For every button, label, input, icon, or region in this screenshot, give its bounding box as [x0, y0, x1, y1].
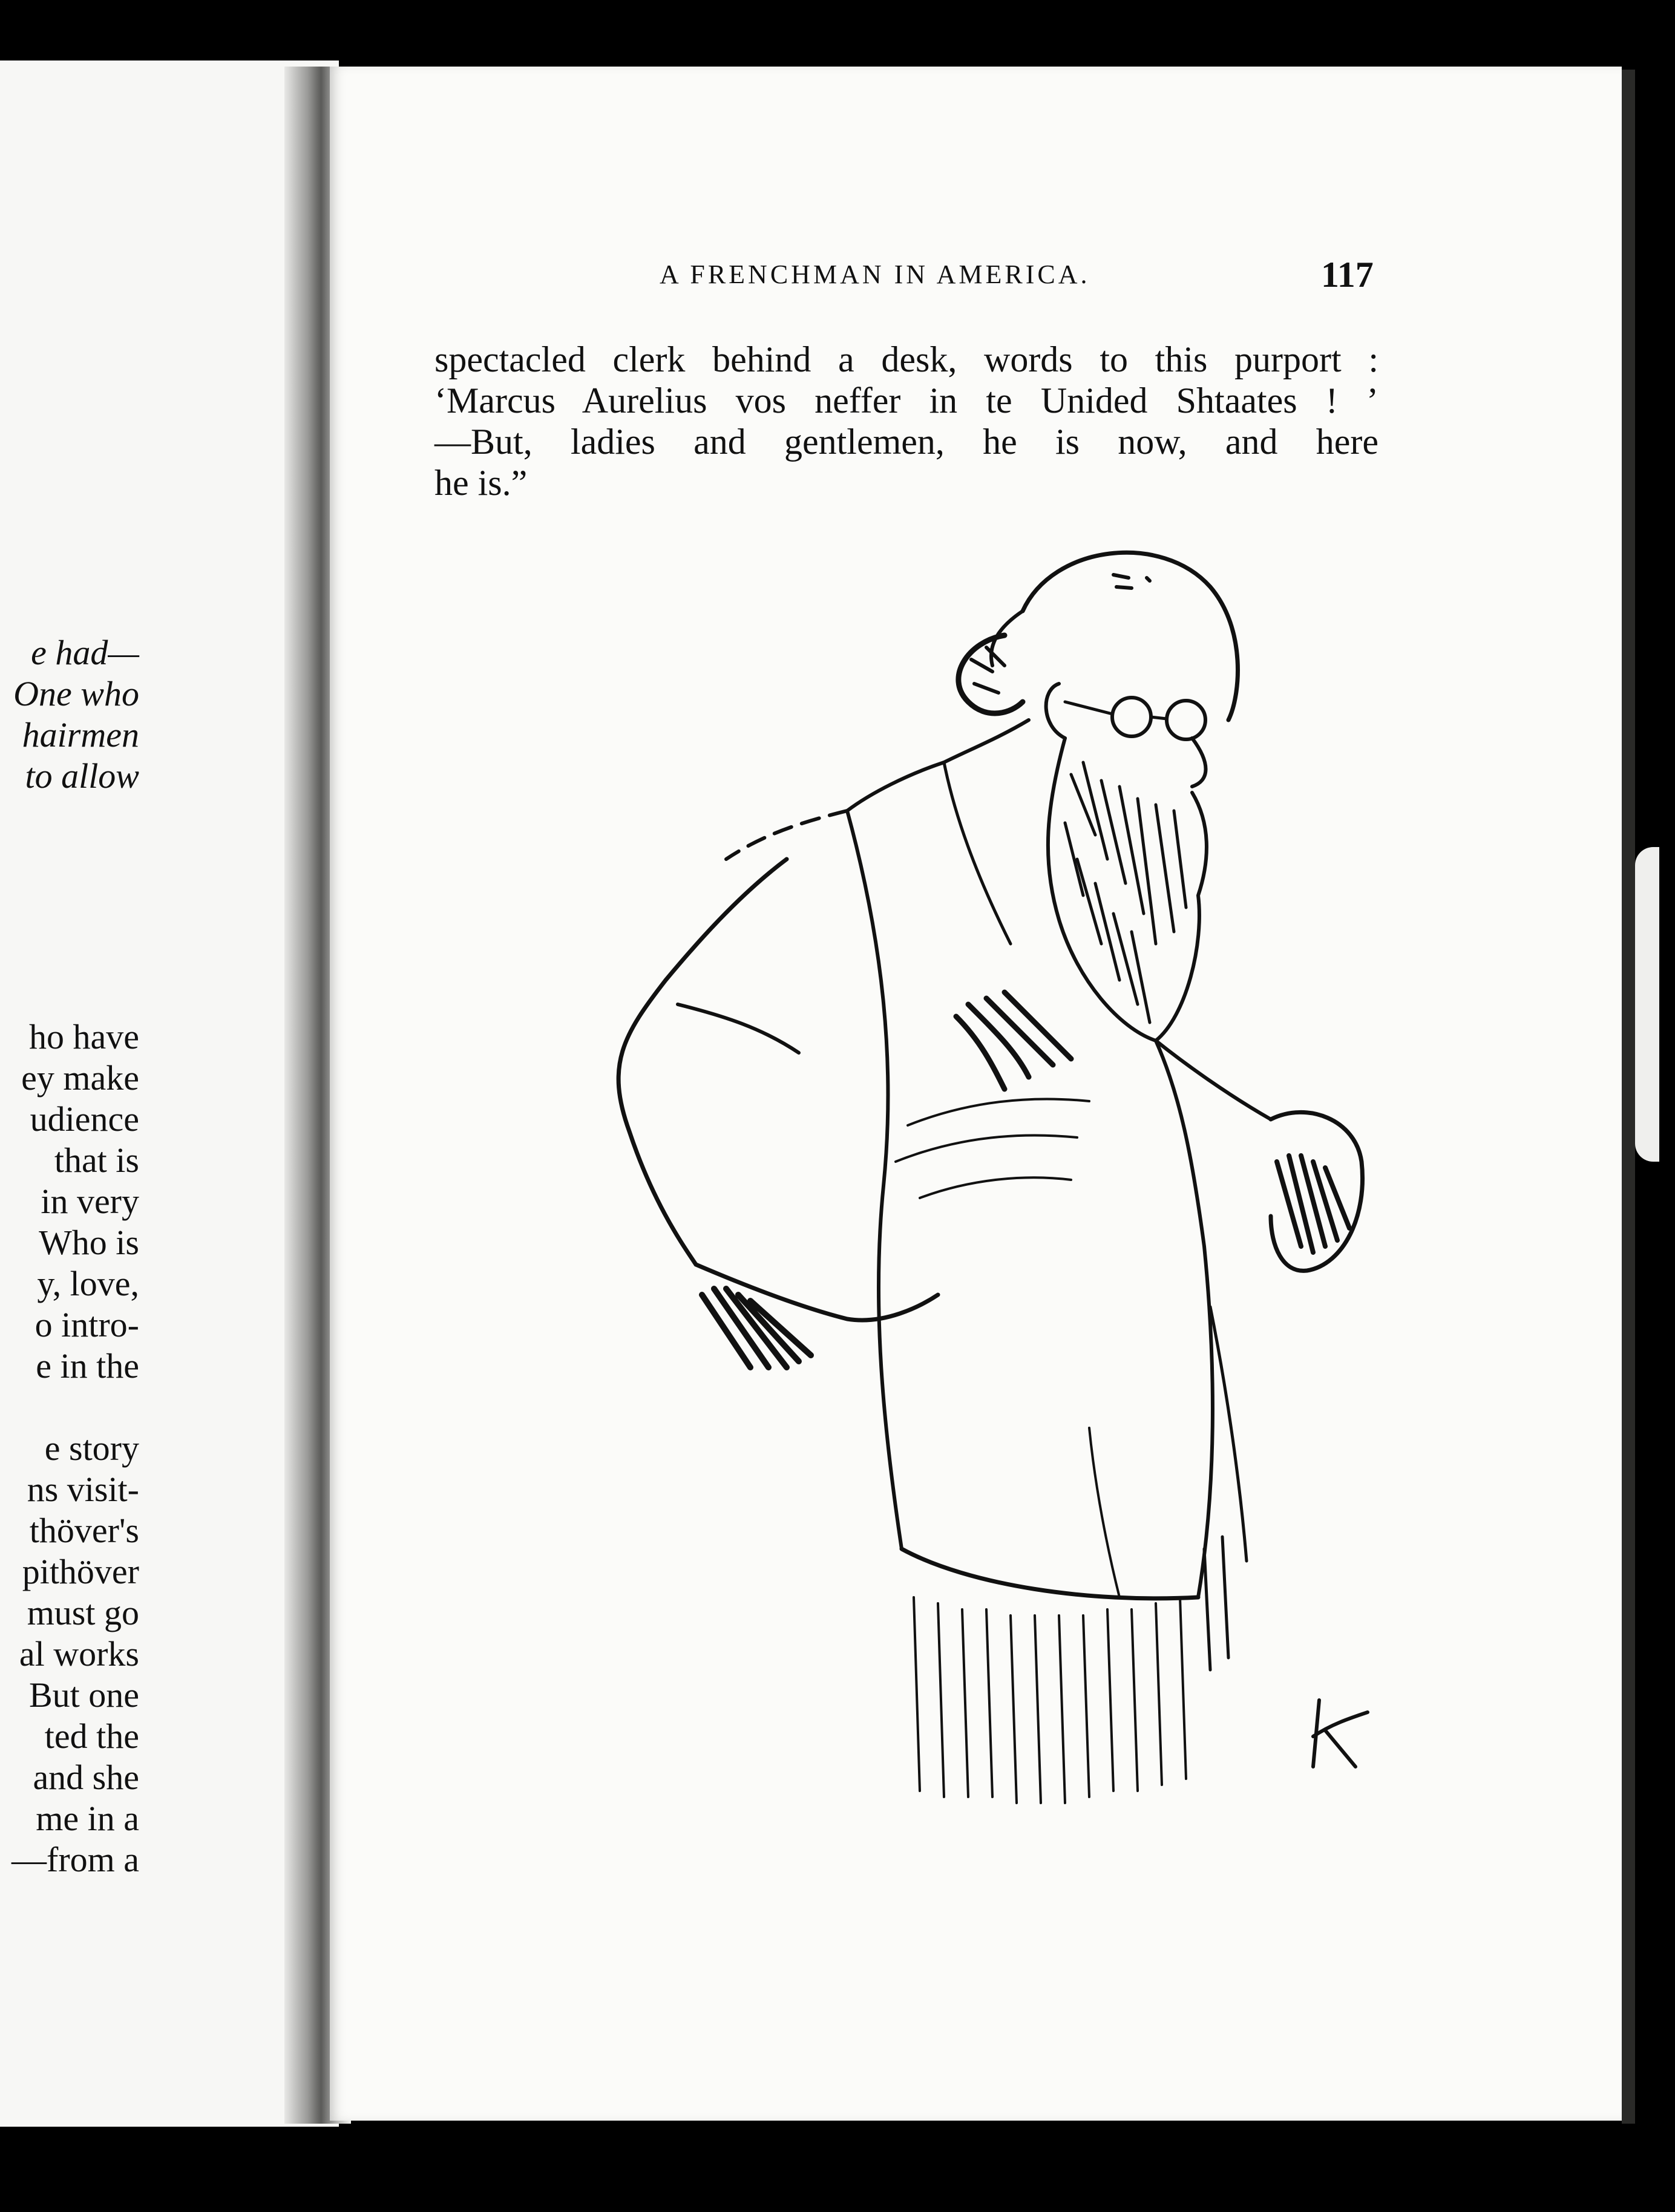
left-line: e had— — [31, 633, 139, 672]
left-line: and she — [33, 1758, 139, 1797]
left-line: that is — [54, 1140, 139, 1180]
body-line: —But, ladies and gentlemen, he is now, and here — [434, 422, 1378, 462]
left-line: thöver's — [29, 1511, 139, 1550]
left-line: One who — [13, 674, 139, 713]
left-line: ho have — [29, 1017, 139, 1056]
left-page-paragraph-1 — [21, 1016, 139, 1387]
left-line: o intro- — [34, 1305, 139, 1344]
left-line: But one — [28, 1675, 139, 1715]
left-line: to allow — [25, 756, 139, 796]
page-number: 117 — [1321, 255, 1374, 295]
left-line: ns visit- — [27, 1470, 139, 1509]
left-line: e in the — [36, 1346, 139, 1386]
body-line: he is.” — [434, 463, 528, 503]
left-line: me in a — [36, 1799, 139, 1838]
illustration — [424, 520, 1404, 1845]
body-line: spectacled clerk behind a desk, words to this purport : — [434, 339, 1378, 379]
left-line: hairmen — [22, 715, 139, 754]
left-line: Who is — [39, 1223, 139, 1262]
running-head: A FRENCHMAN IN AMERICA. — [660, 260, 1090, 289]
left-line: in very — [41, 1182, 139, 1221]
page-edge — [1622, 70, 1635, 2124]
left-line: y, love, — [37, 1264, 139, 1303]
page-edge-tab — [1635, 847, 1659, 1162]
left-line: ted the — [44, 1716, 139, 1756]
body-text — [434, 339, 1378, 503]
left-line: udience — [30, 1099, 139, 1139]
signature-monogram — [1313, 1700, 1368, 1767]
left-page-italic-text — [13, 632, 139, 797]
left-line: al works — [19, 1634, 139, 1674]
left-line: ey make — [21, 1058, 139, 1098]
body-line: ‘Marcus Aurelius vos neffer in te Unided Shtaates ! ’ — [434, 381, 1378, 420]
man-sketch — [424, 520, 1404, 1845]
left-line: —from a — [11, 1840, 139, 1879]
left-page-paragraph-2 — [11, 1428, 139, 1880]
left-line: e story — [44, 1428, 139, 1468]
left-line: pithöver — [22, 1552, 139, 1591]
left-line: must go — [27, 1593, 139, 1632]
